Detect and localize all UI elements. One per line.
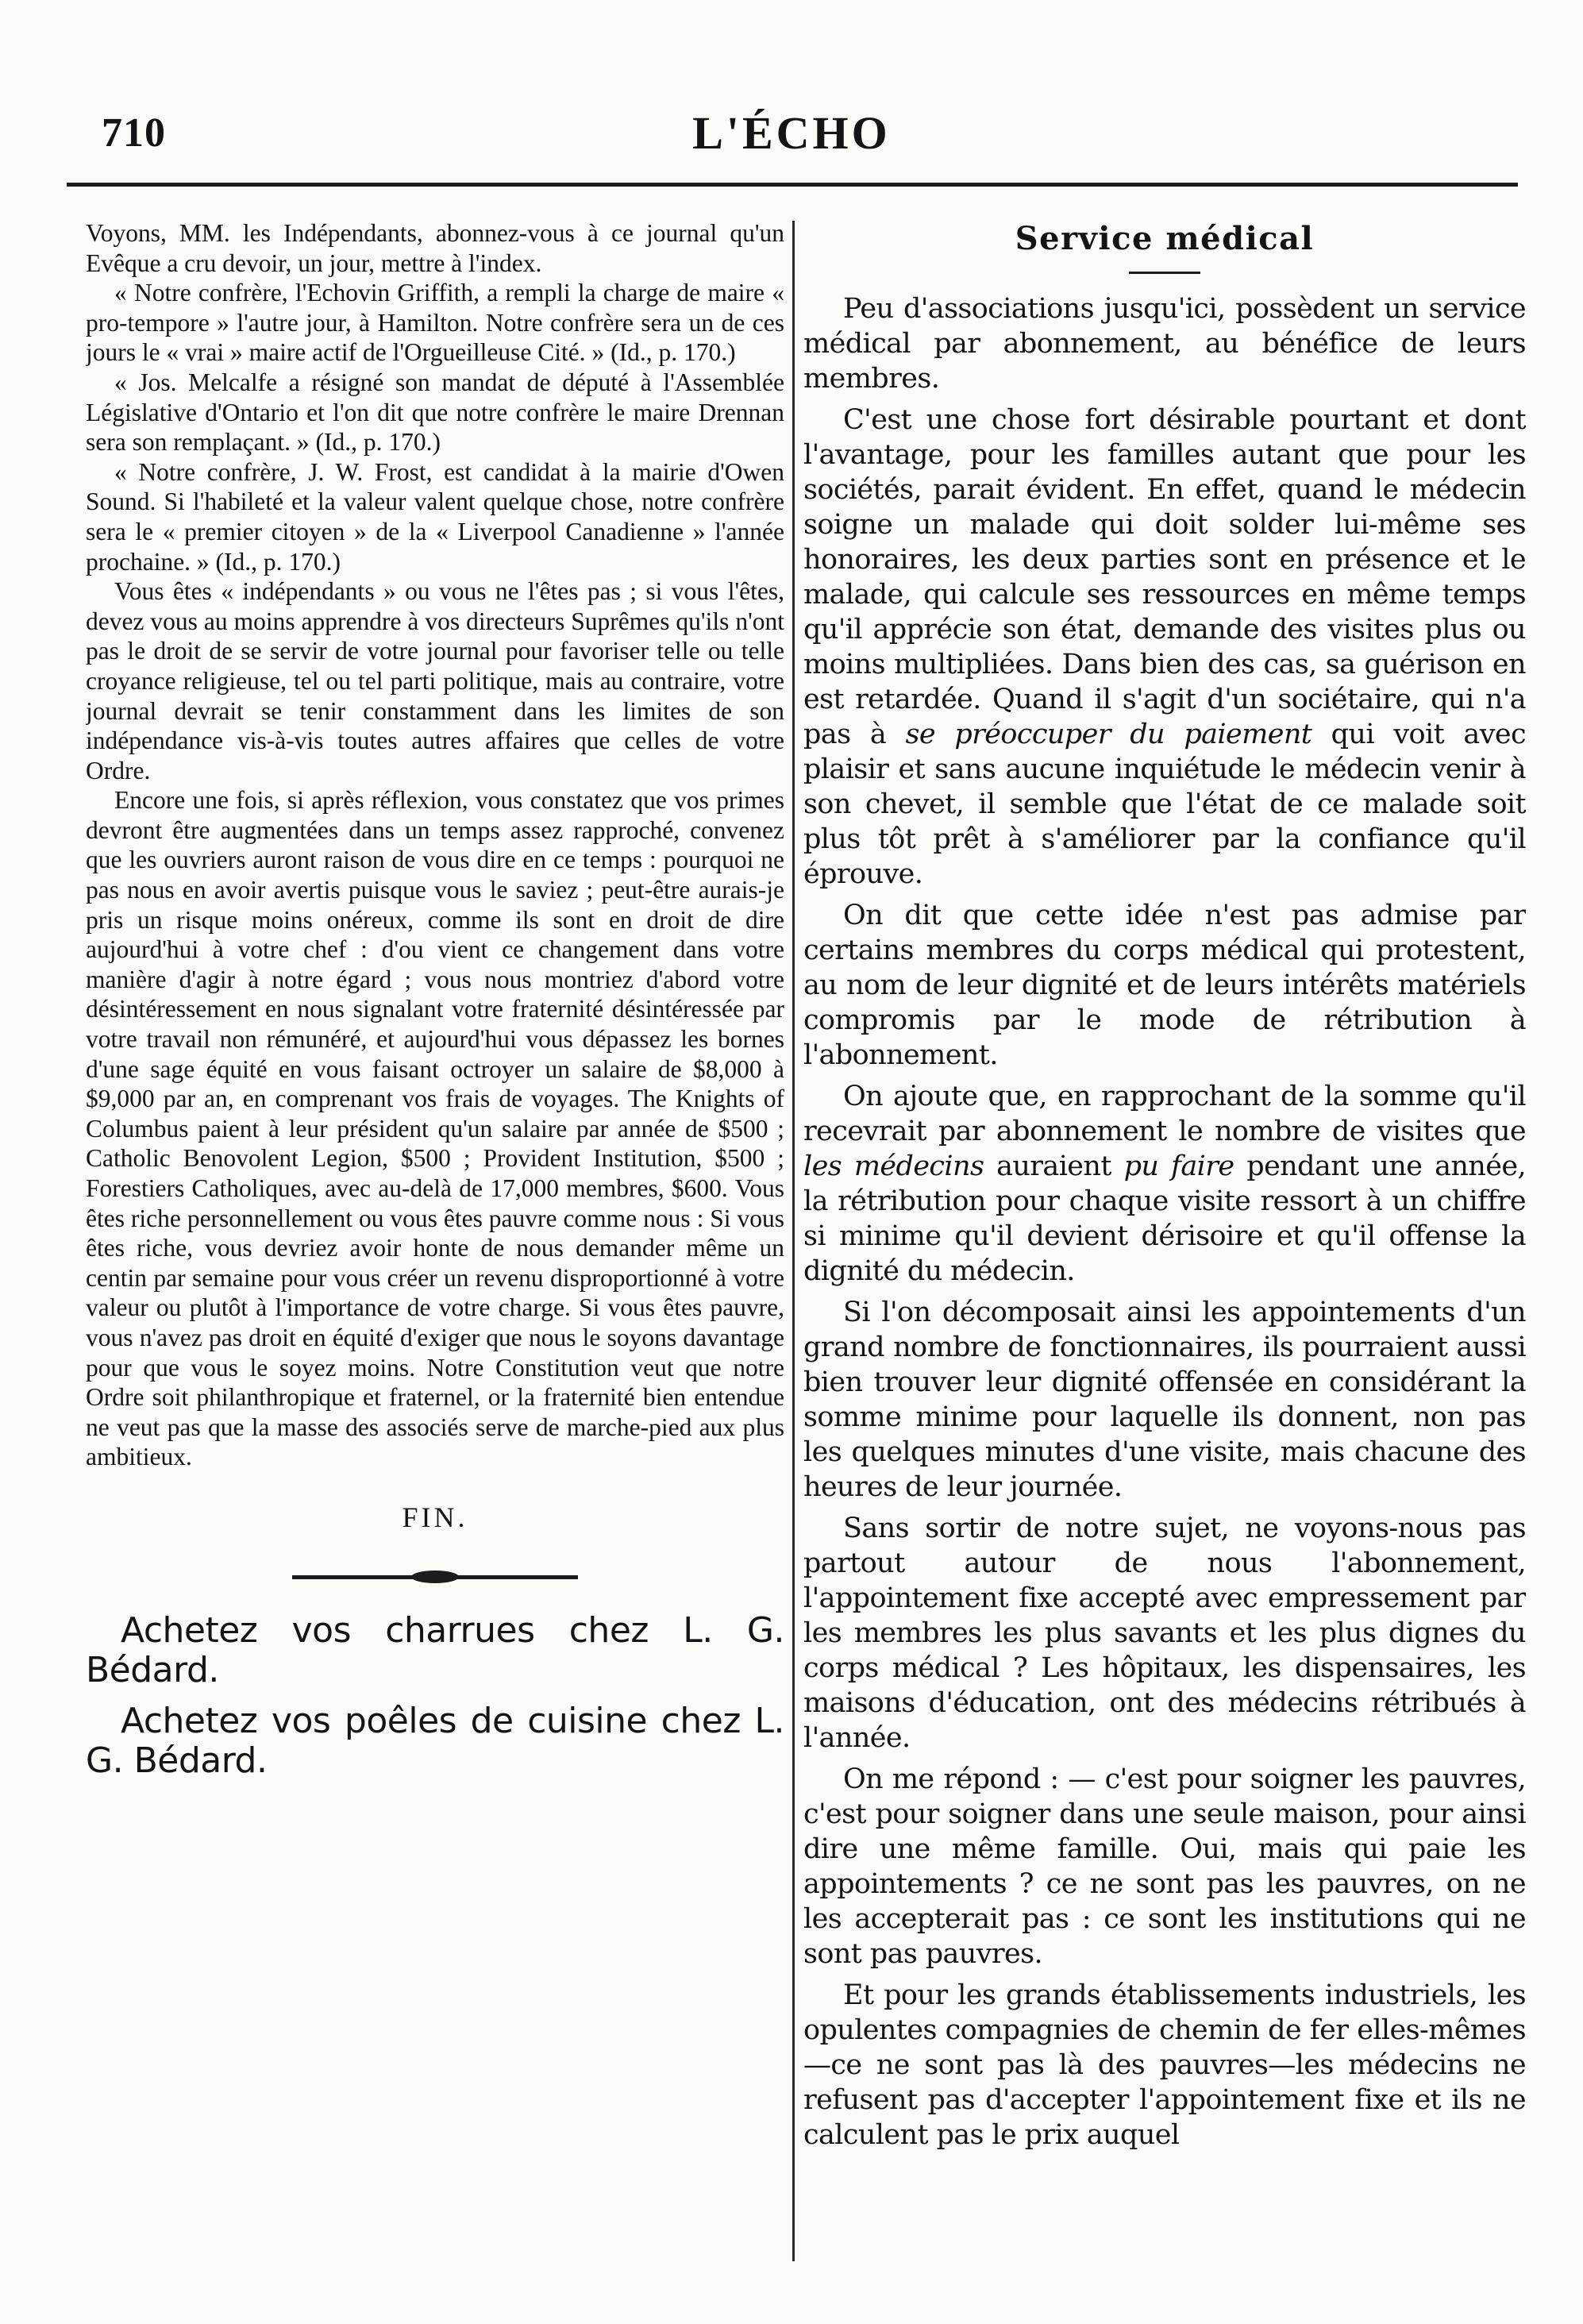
right-paragraph-3: On dit que cette idée n'est pas admise par certains membres du corps médical qui protestent, au nom de leur dignité et de leurs intérêts matériels compromis par le mode de rétribution à l'abonnement. bbox=[803, 900, 1526, 1071]
text-span: qui voit avec plaisir et sans aucune inquiétude le médecin venir à son chevet, il semble que l'état de ce malade soit plus tôt prêt à s'améliorer par la confiance qu'il éprouve. bbox=[803, 719, 1526, 890]
ornament-rule bbox=[292, 1575, 578, 1579]
italic-phrase: les médecins bbox=[803, 1150, 984, 1182]
right-paragraph-6: Sans sortir de notre sujet, ne voyons-nous pas partout autour de nous l'abonnement, l'appointement fixe accepté avec empressement par les membres les plus savants et les plus dignes du corps médical ? Les hôpitaux, les dispensaires, les maisons d'éducation, ont des médecins rétribués à l'année. bbox=[803, 1513, 1526, 1754]
right-paragraph-5: Si l'on décomposait ainsi les appointements d'un grand nombre de fonctionnaires, ils pourraient aussi bien trouver leur dignité offensée en considérant la somme minime pour laquelle ils donnent, non pas les quelques minutes d'une visite, mais chacune des heures de leur journée. bbox=[803, 1297, 1526, 1503]
text-span: pendant une année, la rétribution pour chaque visite ressort à un chiffre si minime qu'il devient dérisoire et qu'il offense la dignité du médecin. bbox=[803, 1150, 1526, 1287]
running-title: L'ÉCHO bbox=[692, 107, 891, 159]
right-paragraph-1: Peu d'associations jusqu'ici, possèdent un service médical par abonnement, au bénéfice de leurs membres. bbox=[803, 293, 1526, 395]
left-paragraph-2: « Notre confrère, l'Echovin Griffith, a rempli la charge de maire « pro-tempore » l'autre jour, à Hamilton. Notre confrère sera un de ces jours le « vrai » maire actif de l'Orgueilleuse Cité. » (Id., p. 170.) bbox=[86, 279, 784, 367]
section-title: Service médical bbox=[1015, 220, 1315, 257]
column-divider bbox=[792, 221, 795, 2261]
advertisement-1: Achetez vos charrues chez L. G. Bédard. bbox=[86, 1609, 784, 1690]
advertisement-block bbox=[86, 1611, 784, 1781]
text-span: On ajoute que, en rapprochant de la somme qu'il recevrait par abonnement le nombre de visites que bbox=[803, 1081, 1526, 1147]
advertisement-2: Achetez vos poêles de cuisine chez L. G. Bédard. bbox=[86, 1700, 784, 1781]
italic-phrase: se préoccuper du paiement bbox=[905, 719, 1312, 750]
right-paragraph-4 bbox=[803, 1079, 1526, 1289]
header-rule bbox=[67, 183, 1518, 187]
right-paragraph-2 bbox=[803, 403, 1526, 892]
right-paragraph-8: Et pour les grands établissements industriels, les opulentes compagnies de chemin de fer elles-mêmes—ce ne sont pas là des pauvres—les médecins ne refusent pas d'accepter l'appointement fixe et ils ne calculent pas le prix auquel bbox=[803, 1979, 1526, 2151]
page-header bbox=[0, 0, 1583, 191]
left-paragraph-1: Voyons, MM. les Indépendants, abonnez-vous à ce journal qu'un Evêque a cru devoir, un jour, mettre à l'index. bbox=[86, 219, 784, 277]
left-paragraph-3: « Jos. Melcalfe a résigné son mandat de député à l'Assemblée Législative d'Ontario et l'on dit que notre confrère le maire Drennan sera son remplaçant. » (Id., p. 170.) bbox=[86, 368, 784, 457]
left-paragraph-5: Vous êtes « indépendants » ou vous ne l'êtes pas ; si vous l'êtes, devez vous au moins apprendre à vos directeurs Suprêmes qu'ils n'ont pas le droit de se servir de votre journal pour favoriser telle ou telle croyance religieuse, tel ou tel parti politique, mais au contraire, votre journal devrait se tenir constamment dans les limites de son indépendance vis-à-vis toutes autres affaires que celles de votre Ordre. bbox=[86, 577, 784, 784]
left-paragraph-4: « Notre confrère, J. W. Frost, est candidat à la mairie d'Owen Sound. Si l'habileté et la valeur valent quelque chose, notre confrère sera le « premier citoyen » de la « Liverpool Canadienne » l'année prochaine. » (Id., p. 170.) bbox=[86, 457, 784, 576]
left-column bbox=[86, 218, 784, 2251]
title-rule bbox=[1129, 272, 1200, 274]
page-number: 710 bbox=[102, 110, 166, 156]
right-paragraph-7: On me répond : — c'est pour soigner les pauvres, c'est pour soigner dans une seule maison, pour ainsi dire une même famille. Oui, mais qui paie les appointements ? ce ne sont pas les pauvres, on ne les accepterait pas : ce sont les institutions qui ne sont pas pauvres. bbox=[803, 1763, 1526, 1970]
end-mark: FIN. bbox=[402, 1501, 468, 1533]
text-span: auraient bbox=[984, 1150, 1124, 1182]
italic-phrase: pu faire bbox=[1123, 1150, 1234, 1182]
right-column bbox=[803, 218, 1526, 2314]
left-paragraph-6: Encore une fois, si après réflexion, vous constatez que vos primes devront être augmentées dans un temps assez rapproché, convenez que les ouvriers auront raison de vous dire en ce temps : pourquoi ne pas nous en avoir avertis puisque vous le saviez ; peut-être aurais-je pris un risque moins onéreux, comme ils sont en droit de dire aujourd'hui à votre chef : d'ou vient ce changement dans votre manière d'agir à notre égard ; vous nous montriez d'abord votre désintéressement en nous signalant votre fraternité désintéressée par votre travail non rémunéré, et aujourd'hui vous dépassez les bornes d'une sage équité en vous faisant octroyer un salaire de $8,000 à $9,000 par an, en comprenant vos frais de voyages. The Knights of Columbus paient à leur président qu'un salaire par année de $500 ; Catholic Benovolent Legion, $500 ; Provident Institution, $500 ; Forestiers Catholiques, avec au-delà de 17,000 membres, $600. Vous êtes riche personnellement ou vous êtes pauvre comme nous : Si vous êtes riche, vous devriez avoir honte de nous demander même un centin par semaine pour vous créer un revenu disproportionné à votre valeur ou plutôt à l'importance de votre charge. Si vous êtes pauvre, vous n'avez pas droit en équité d'exiger que nous le soyons davantage pour que vous le soyez moins. Notre Constitution veut que notre Ordre soit philanthropique et fraternel, or la fraternité bien entendue ne veut pas que la masse des associés serve de marche-pied aux plus ambitieux. bbox=[86, 786, 784, 1471]
text-span: C'est une chose fort désirable pourtant et dont l'avantage, pour les familles autant que pour les sociétés, parait évident. En effet, quand le médecin soigne un malade qui doit solder lui-même ses honoraires, les deux parties sont en présence et le malade, qui calcule ses ressources en même temps qu'il apprécie son état, demande des visites plus ou moins multipliées. Dans bien des cas, sa guérison en est retardée. Quand il s'agit d'un sociétaire, qui n'a pas à bbox=[803, 404, 1526, 750]
